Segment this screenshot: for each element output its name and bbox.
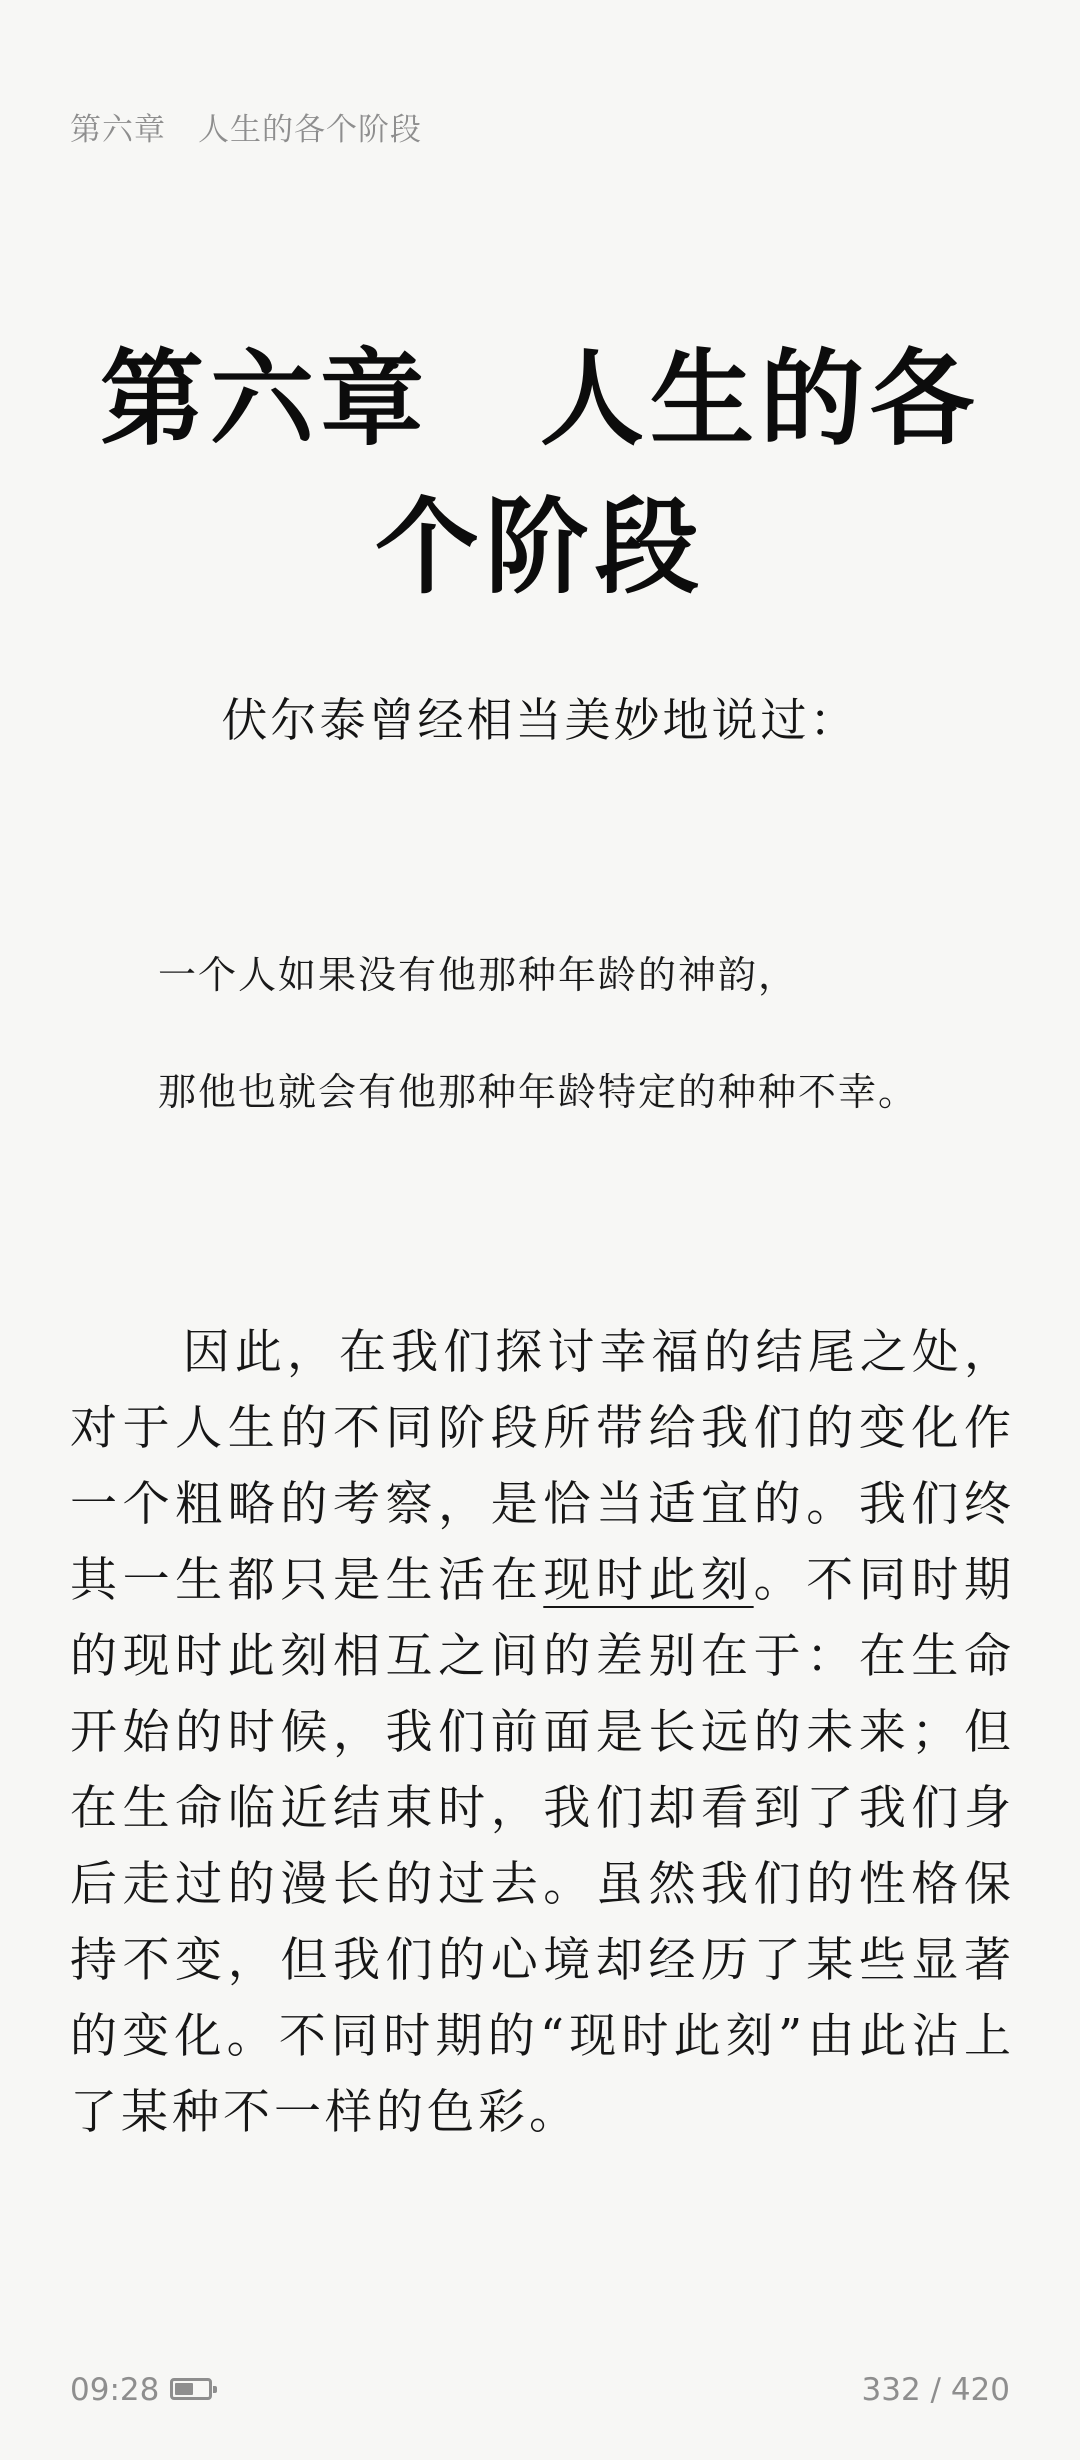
body-paragraph [70,1315,1015,2151]
body-text-part-1: 因此，在我们探讨幸福的结尾之处，对于人生的不同阶段所带给我们的变化作一个粗略的考察，是恰当适宜的。我们终其一生都只是生活在 [70,1325,1015,1608]
chapter-intro-text: 伏尔泰曾经相当美妙地说过： [221,693,859,747]
quote-line-1: 一个人如果没有他那种年龄的神韵， [158,953,799,997]
reader-status-bar [70,2372,1010,2416]
chapter-title: 第六章 人生的各个阶段 [99,337,980,608]
battery-level-fill [175,2383,193,2395]
quote-line-2: 那他也就会有他那种年龄特定的种种不幸。 [158,1070,919,1114]
underlined-highlight[interactable]: 现时此刻 [543,1553,754,1608]
page-counter: 332 / 420 [861,2372,1010,2408]
clock: 09:28 [70,2372,160,2408]
body-text-part-2: 。不同时期的现时此刻相互之间的差别在于：在生命开始的时候，我们前面是长远的未来；但在生命临近结束时，我们却看到了我们身后走过的漫长的过去。虽然我们的性格保持不变，但我们的心境却经历了某些显著的变化。不同时期的“现时此刻”由此沾上了某种不一样的色彩。 [70,1553,1016,2140]
battery-icon [170,2378,212,2400]
running-header-title: 第六章 人生的各个阶段 [70,112,422,148]
